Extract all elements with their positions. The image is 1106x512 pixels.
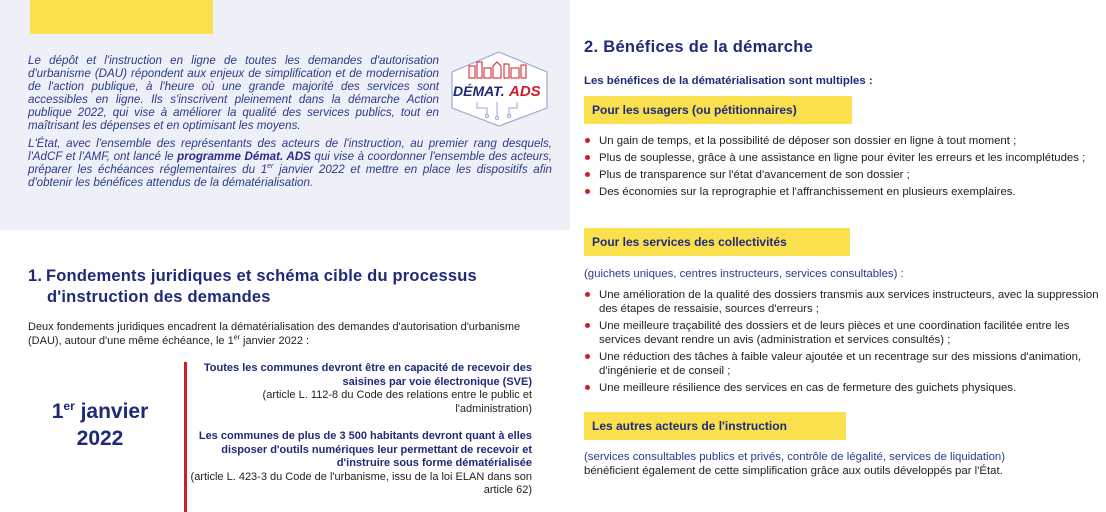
bullet-icon xyxy=(585,172,590,177)
list-item: Une amélioration de la qualité des dossiers transmis aux services instructeurs, avec la suppression des étapes de ressaisie, sources d'erreurs ; xyxy=(584,288,1099,316)
logo-word-demat: DÉMAT. xyxy=(453,83,505,99)
bullet-icon xyxy=(585,323,590,328)
deadline-date: 1er janvier 2022 xyxy=(51,399,149,450)
bullet-icon xyxy=(585,155,590,160)
list-item: Des économies sur la reprographie et l'affranchissement en plusieurs exemplaires. xyxy=(584,185,1099,199)
rule-elan: Les communes de plus de 3 500 habitants devront quant à elles disposer d'outils numériques leur permettant de recevoir et d'instruire sous forme dématérialisée (article L. 423-3 du Code de l'urbanisme, issu de la loi ELAN dans son article 62) xyxy=(190,430,532,496)
bullet-icon xyxy=(585,292,590,297)
red-divider xyxy=(184,362,187,512)
tag-usagers: Pour les usagers (ou pétitionnaires) xyxy=(584,96,852,124)
bullet-icon xyxy=(585,138,590,143)
bullet-icon xyxy=(585,189,590,194)
intro-paragraph-2: L'État, avec l'ensemble des représentants des acteurs de l'instruction, au premier rang desquels, l'AdCF et l'AMF, ont lancé le programme Démat. ADS qui vise à coordonner l'ensemble des acteurs, préparer les échéances réglementaires du 1er janvier 2022 et mettre en place les dispositifs afin d'obtenir les bénéfices attendus de la dématérialisation. xyxy=(28,137,553,189)
programme-name: programme Démat. ADS xyxy=(177,150,311,163)
intro-yellow-tab xyxy=(30,0,213,34)
list-item: Un gain de temps, et la possibilité de déposer son dossier en ligne à tout moment ; xyxy=(584,134,1099,148)
list-item: Une réduction des tâches à faible valeur ajoutée et un recentrage sur des missions d'animation, d'ingénierie et de conseil ; xyxy=(584,350,1099,378)
right-page xyxy=(572,0,1106,512)
tag-collectivites: Pour les services des collectivités xyxy=(584,228,850,256)
logo-word-ads: ADS xyxy=(509,83,541,100)
rule-sve: Toutes les communes devront être en capacité de recevoir des saisines par voie électronique (SVE) (article L. 112-8 du Code des relations entre le public et l'administration) xyxy=(203,362,532,415)
list-item: Plus de transparence sur l'état d'avancement de son dossier ; xyxy=(584,168,1099,182)
intro-paragraph-1: DÉMAT. ADS Le dépôt et l'instruction en ligne de toutes les demandes d'autorisation d'urbanisme (DAU) répondent aux enjeux de simplification et de modernisation de l'action publique, à l'heure où une grande majorité des services sont accessibles en ligne. Ils s'inscrivent pleinement dans la démarche Action publique 2022, qui vise à améliorer la qualité des services publics, tout en maîtrisant les dépenses et en optimisant les moyens. xyxy=(28,54,552,132)
section-1-lead: Deux fondements juridiques encadrent la dématérialisation des demandes d'autorisation d'urbanisme (DAU), autour d'une même échéance, le 1er janvier 2022 : xyxy=(28,321,521,347)
tag-autres-acteurs: Les autres acteurs de l'instruction xyxy=(584,412,846,440)
bullet-icon xyxy=(585,354,590,359)
section-2-heading: 2. Bénéfices de la démarche xyxy=(584,38,814,56)
autres-acteurs-text: (services consultables publics et privés, contrôle de légalité, services de liquidation) bénéficient également de cette simplification grâce aux outils développés par l'État. xyxy=(584,451,1006,477)
demat-ads-logo xyxy=(447,50,552,128)
section-1-heading: 1. Fondements juridiques et schéma cible du processus d'instruction des demandes xyxy=(28,267,477,306)
section-2-subtitle: Les bénéfices de la dématérialisation sont multiples : xyxy=(584,75,873,87)
intro-box xyxy=(0,0,570,230)
list-item: Une meilleure traçabilité des dossiers et de leurs pièces et une coordination facilitée entre les services devant rendre un avis (administration et services consultés) ; xyxy=(584,319,1099,347)
bullet-icon xyxy=(585,385,590,390)
list-item: Une meilleure résilience des services en cas de fermeture des guichets physiques. xyxy=(584,381,1099,395)
list-item: Plus de souplesse, grâce à une assistance en ligne pour éviter les erreurs et les incomplétudes ; xyxy=(584,151,1099,165)
list-collectivites xyxy=(584,288,1099,398)
collectivites-scope: (guichets uniques, centres instructeurs, services consultables) : xyxy=(584,268,904,280)
list-usagers xyxy=(584,134,1099,202)
intro-text xyxy=(28,54,552,194)
